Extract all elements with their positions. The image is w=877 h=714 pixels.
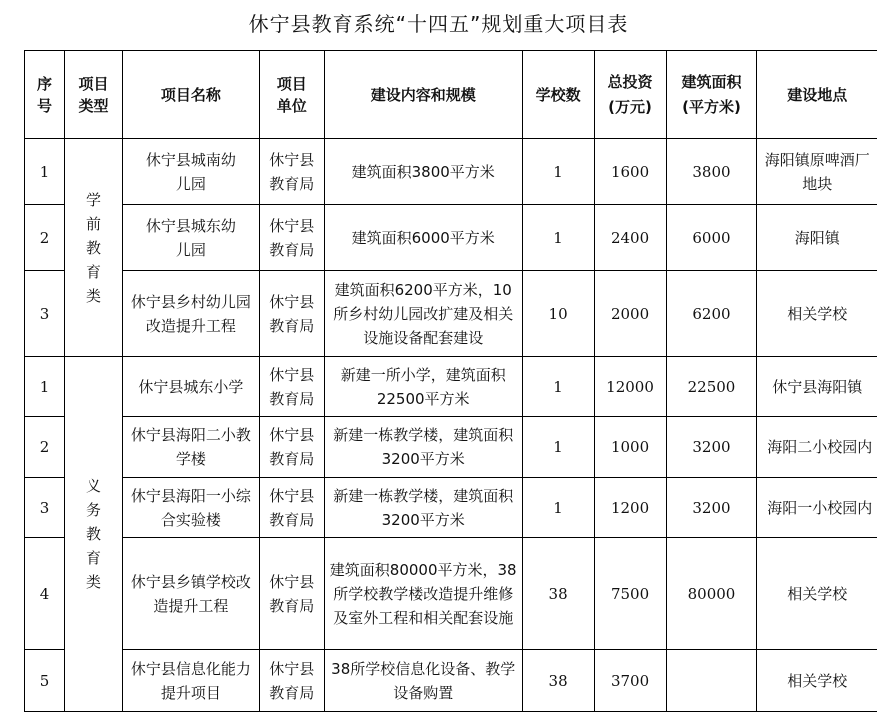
seq-cell: 2 (25, 417, 65, 478)
header-schools: 学校数 (522, 51, 594, 139)
location-cell: 相关学校 (757, 650, 877, 712)
schools-cell: 1 (522, 357, 594, 417)
header-location: 建设地点 (757, 51, 877, 139)
project-name-cell: 休宁县信息化能力提升项目 (122, 650, 259, 712)
header-name: 项目名称 (122, 51, 259, 139)
area-cell: 6200 (666, 271, 757, 357)
project-name-cell: 休宁县海阳二小教学楼 (122, 417, 259, 478)
investment-cell: 1600 (594, 139, 666, 205)
content-cell: 新建一所小学，建筑面积22500平方米 (324, 357, 522, 417)
category-cell (64, 357, 122, 712)
schools-cell: 1 (522, 205, 594, 271)
projects-table (24, 50, 877, 712)
area-cell: 22500 (666, 357, 757, 417)
schools-cell: 10 (522, 271, 594, 357)
content-cell: 建筑面积3800平方米 (324, 139, 522, 205)
investment-cell: 1200 (594, 478, 666, 538)
content-cell: 38所学校信息化设备、教学设备购置 (324, 650, 522, 712)
area-cell: 3200 (666, 478, 757, 538)
investment-cell: 7500 (594, 538, 666, 650)
project-unit-cell: 休宁县教育局 (259, 417, 324, 478)
area-cell: 80000 (666, 538, 757, 650)
table-row (25, 205, 877, 271)
header-area: 建筑面积(平方米) (666, 51, 757, 139)
project-unit-cell: 休宁县教育局 (259, 271, 324, 357)
location-cell: 相关学校 (757, 271, 877, 357)
project-unit-cell: 休宁县教育局 (259, 650, 324, 712)
header-content: 建设内容和规模 (324, 51, 522, 139)
schools-cell: 1 (522, 417, 594, 478)
table-row (25, 357, 877, 417)
table-row (25, 650, 877, 712)
content-cell: 新建一栋教学楼，建筑面积3200平方米 (324, 417, 522, 478)
seq-cell: 2 (25, 205, 65, 271)
header-seq: 序号 (25, 51, 65, 139)
project-name-cell: 休宁县城南幼儿园 (122, 139, 259, 205)
project-unit-cell: 休宁县教育局 (259, 205, 324, 271)
content-cell: 建筑面积6200平方米，10所乡村幼儿园改扩建及相关设施设备配套建设 (324, 271, 522, 357)
investment-cell: 2400 (594, 205, 666, 271)
project-name-cell: 休宁县城东幼儿园 (122, 205, 259, 271)
schools-cell: 38 (522, 650, 594, 712)
schools-cell: 38 (522, 538, 594, 650)
project-name-cell: 休宁县海阳一小综合实验楼 (122, 478, 259, 538)
area-cell: 6000 (666, 205, 757, 271)
category-label: 义务教育类 (85, 477, 101, 591)
area-cell: 3200 (666, 417, 757, 478)
seq-cell: 5 (25, 650, 65, 712)
project-name-cell: 休宁县城东小学 (122, 357, 259, 417)
project-name-cell: 休宁县乡镇学校改造提升工程 (122, 538, 259, 650)
schools-cell: 1 (522, 139, 594, 205)
header-investment: 总投资(万元) (594, 51, 666, 139)
project-name-cell: 休宁县乡村幼儿园改造提升工程 (122, 271, 259, 357)
table-row (25, 417, 877, 478)
location-cell: 海阳镇原啤酒厂地块 (757, 139, 877, 205)
investment-cell: 1000 (594, 417, 666, 478)
seq-cell: 4 (25, 538, 65, 650)
project-unit-cell: 休宁县教育局 (259, 139, 324, 205)
category-label: 学前教育类 (85, 190, 101, 305)
header-type: 项目类型 (64, 51, 122, 139)
area-cell: 3800 (666, 139, 757, 205)
investment-cell: 12000 (594, 357, 666, 417)
area-cell (666, 650, 757, 712)
location-cell: 休宁县海阳镇 (757, 357, 877, 417)
category-cell (64, 139, 122, 357)
seq-cell: 1 (25, 139, 65, 205)
header-row (25, 51, 877, 139)
location-cell: 海阳二小校园内 (757, 417, 877, 478)
page-title: 休宁县教育系统“十四五”规划重大项目表 (248, 12, 629, 36)
project-unit-cell: 休宁县教育局 (259, 357, 324, 417)
seq-cell: 1 (25, 357, 65, 417)
seq-cell: 3 (25, 271, 65, 357)
project-unit-cell: 休宁县教育局 (259, 538, 324, 650)
location-cell: 相关学校 (757, 538, 877, 650)
content-cell: 建筑面积80000平方米，38所学校教学楼改造提升维修及室外工程和相关配套设施 (324, 538, 522, 650)
investment-cell: 3700 (594, 650, 666, 712)
table-row (25, 271, 877, 357)
investment-cell: 2000 (594, 271, 666, 357)
table-row (25, 538, 877, 650)
project-unit-cell: 休宁县教育局 (259, 478, 324, 538)
table-row (25, 139, 877, 205)
schools-cell: 1 (522, 478, 594, 538)
table-row (25, 478, 877, 538)
header-unit: 项目单位 (259, 51, 324, 139)
location-cell: 海阳一小校园内 (757, 478, 877, 538)
content-cell: 新建一栋教学楼，建筑面积3200平方米 (324, 478, 522, 538)
seq-cell: 3 (25, 478, 65, 538)
location-cell: 海阳镇 (757, 205, 877, 271)
content-cell: 建筑面积6000平方米 (324, 205, 522, 271)
